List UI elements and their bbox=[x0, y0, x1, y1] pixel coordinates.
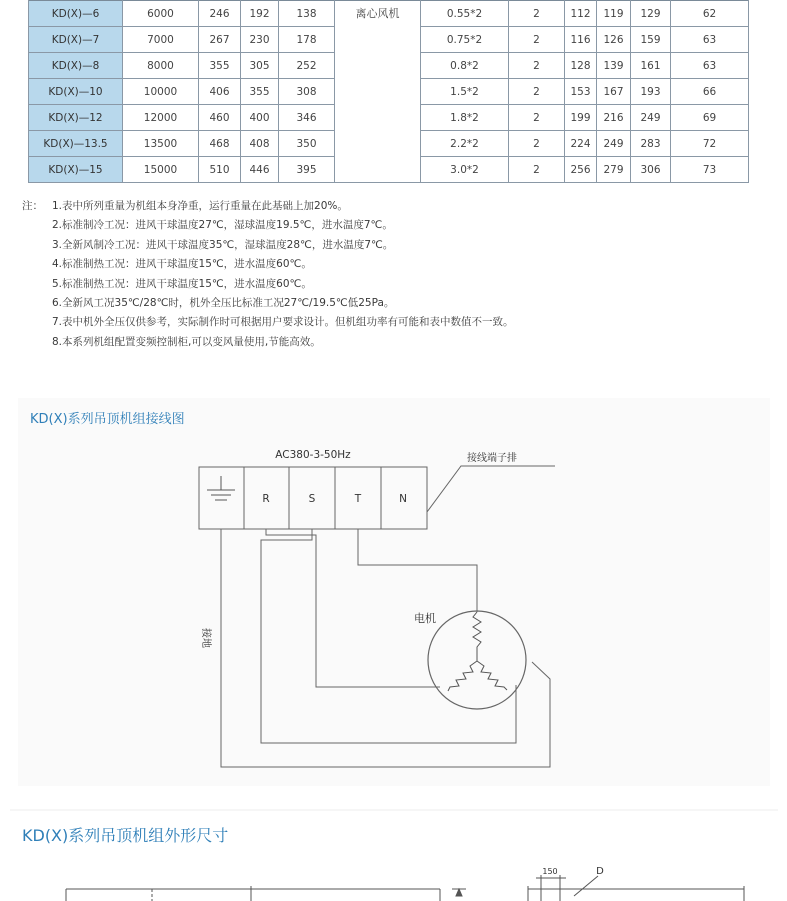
table-cell: 139 bbox=[597, 53, 631, 79]
table-cell: 256 bbox=[565, 157, 597, 183]
table-cell: 62 bbox=[671, 1, 749, 27]
table-cell: 138 bbox=[279, 1, 335, 27]
table-cell: 167 bbox=[597, 79, 631, 105]
table-cell: 510 bbox=[199, 157, 241, 183]
table-cell: 178 bbox=[279, 27, 335, 53]
table-cell: 400 bbox=[241, 105, 279, 131]
motor-label: 电机 bbox=[414, 612, 436, 625]
table-cell: 224 bbox=[565, 131, 597, 157]
table-cell: 2 bbox=[509, 27, 565, 53]
table-cell: 199 bbox=[565, 105, 597, 131]
table-cell: 216 bbox=[597, 105, 631, 131]
table-cell: 408 bbox=[241, 131, 279, 157]
terminal-s-label: S bbox=[308, 493, 316, 505]
model-cell: KD(X)—8 bbox=[29, 53, 123, 79]
terminal-strip-label: 接线端子排 bbox=[467, 453, 517, 464]
model-cell: KD(X)—13.5 bbox=[29, 131, 123, 157]
table-cell: 2 bbox=[509, 105, 565, 131]
dim-d-label: D bbox=[596, 866, 604, 877]
ground-label: 接地 bbox=[200, 628, 211, 648]
table-cell: 308 bbox=[279, 79, 335, 105]
table-cell: 460 bbox=[199, 105, 241, 131]
table-cell: 2 bbox=[509, 131, 565, 157]
wiring-section-title: KD(X)系列吊顶机组接线图 bbox=[30, 412, 185, 427]
table-cell: 66 bbox=[671, 79, 749, 105]
table-cell: 246 bbox=[199, 1, 241, 27]
note-text: 2.标准制冷工况：进风干球温度27℃，湿球温度19.5℃，进水温度7℃。 bbox=[52, 219, 393, 232]
note-text: 4.标准制热工况：进风干球温度15℃，进水温度60℃。 bbox=[52, 258, 312, 271]
table-cell: 306 bbox=[631, 157, 671, 183]
table-cell: 13500 bbox=[123, 131, 199, 157]
table-cell: 1.8*2 bbox=[421, 105, 509, 131]
table-cell: 230 bbox=[241, 27, 279, 53]
table-cell: 116 bbox=[565, 27, 597, 53]
table-cell: 119 bbox=[597, 1, 631, 27]
table-cell: 126 bbox=[597, 27, 631, 53]
table-cell: 10000 bbox=[123, 79, 199, 105]
table-cell: 72 bbox=[671, 131, 749, 157]
table-cell: 7000 bbox=[123, 27, 199, 53]
note-text: 1.表中所列重量为机组本身净重，运行重量在此基础上加20%。 bbox=[52, 200, 348, 212]
table-cell: 1.5*2 bbox=[421, 79, 509, 105]
table-cell: 129 bbox=[631, 1, 671, 27]
table-cell: 252 bbox=[279, 53, 335, 79]
model-cell: KD(X)—15 bbox=[29, 157, 123, 183]
table-cell: 161 bbox=[631, 53, 671, 79]
table-cell: 0.8*2 bbox=[421, 53, 509, 79]
table-cell: 2 bbox=[509, 53, 565, 79]
table-cell: 159 bbox=[631, 27, 671, 53]
note-prefix: 注： bbox=[22, 200, 43, 212]
dim-150-label: 150 bbox=[542, 867, 558, 876]
table-cell: 2 bbox=[509, 157, 565, 183]
table-cell: 63 bbox=[671, 27, 749, 53]
supply-label: AC380-3-50Hz bbox=[275, 449, 351, 461]
table-cell: 406 bbox=[199, 79, 241, 105]
table-cell: 3.0*2 bbox=[421, 157, 509, 183]
unit-side-outline bbox=[528, 875, 744, 901]
table-cell: 192 bbox=[241, 1, 279, 27]
table-cell: 2 bbox=[509, 1, 565, 27]
table-cell: 69 bbox=[671, 105, 749, 131]
table-cell: 128 bbox=[565, 53, 597, 79]
note-text: 5.标准制热工况：进风干球温度15℃，进水温度60℃。 bbox=[52, 277, 312, 290]
note-text: 8.本系列机组配置变频控制柜,可以变风量使用,节能高效。 bbox=[52, 335, 321, 348]
table-cell: 193 bbox=[631, 79, 671, 105]
table-cell: 249 bbox=[597, 131, 631, 157]
dimensions-section-title: KD(X)系列吊顶机组外形尺寸 bbox=[22, 826, 229, 845]
table-cell: 8000 bbox=[123, 53, 199, 79]
table-cell: 446 bbox=[241, 157, 279, 183]
table-cell: 283 bbox=[631, 131, 671, 157]
table-cell: 267 bbox=[199, 27, 241, 53]
table-cell: 468 bbox=[199, 131, 241, 157]
table-cell: 355 bbox=[199, 53, 241, 79]
model-cell: KD(X)—10 bbox=[29, 79, 123, 105]
table-cell: 15000 bbox=[123, 157, 199, 183]
model-cell: KD(X)—12 bbox=[29, 105, 123, 131]
table-cell: 0.55*2 bbox=[421, 1, 509, 27]
table-cell: 305 bbox=[241, 53, 279, 79]
note-text: 3.全新风制冷工况：进风干球温度35℃，湿球温度28℃，进水温度7℃。 bbox=[52, 238, 394, 251]
table-cell: 63 bbox=[671, 53, 749, 79]
terminal-n-label: N bbox=[399, 493, 407, 505]
terminal-r-label: R bbox=[262, 493, 270, 505]
table-cell: 249 bbox=[631, 105, 671, 131]
height-dimension bbox=[452, 889, 466, 896]
table-cell: 355 bbox=[241, 79, 279, 105]
terminal-t-label: T bbox=[354, 493, 362, 505]
table-cell: 0.75*2 bbox=[421, 27, 509, 53]
model-cell: KD(X)—6 bbox=[29, 1, 123, 27]
table-cell: 153 bbox=[565, 79, 597, 105]
table-cell: 2 bbox=[509, 79, 565, 105]
table-cell: 6000 bbox=[123, 1, 199, 27]
table-cell: 279 bbox=[597, 157, 631, 183]
fan-type-cell: 离心风机 bbox=[335, 1, 421, 183]
table-cell: 395 bbox=[279, 157, 335, 183]
table-cell: 12000 bbox=[123, 105, 199, 131]
table-cell: 346 bbox=[279, 105, 335, 131]
table-cell: 73 bbox=[671, 157, 749, 183]
note-text: 6.全新风工况35℃/28℃时，机外全压比标准工况27℃/19.5℃低25Pa。 bbox=[52, 297, 395, 310]
unit-front-outline bbox=[66, 886, 440, 901]
table-cell: 350 bbox=[279, 131, 335, 157]
table-cell: 2.2*2 bbox=[421, 131, 509, 157]
table-cell: 112 bbox=[565, 1, 597, 27]
note-text: 7.表中机外全压仅供参考，实际制作时可根据用户要求设计。但机组功率有可能和表中数值不一致。 bbox=[52, 316, 514, 329]
model-cell: KD(X)—7 bbox=[29, 27, 123, 53]
